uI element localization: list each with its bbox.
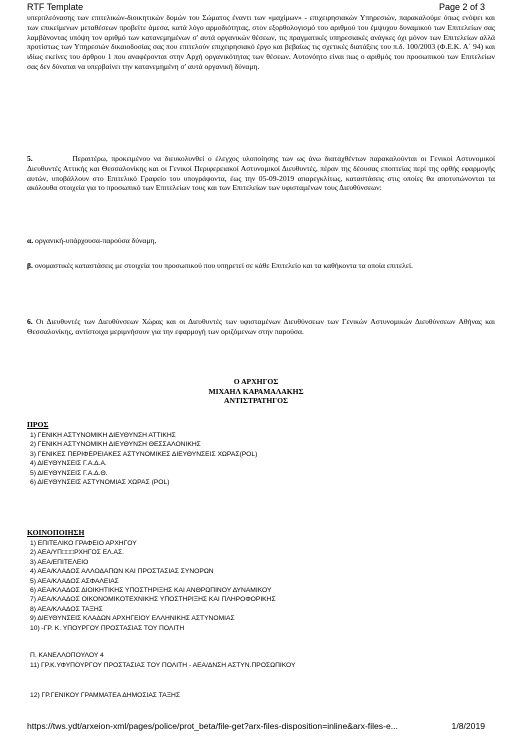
- list-item: 2) ΓΕΝΙΚΗ ΑΣΤΥΝΟΜΙΚΗ ΔΙΕΥΘΥΝΣΗ ΘΕΣΣΑΛΟΝΙΚΗΣ: [30, 441, 201, 449]
- list-item: 4) ΑΕΑ/ΚΛΑΔΟΣ ΑΛΛΟΔΑΠΩΝ ΚΑΙ ΠΡΟΣΤΑΣΙΑΣ ΣΥΝΟΡΩΝ: [30, 568, 214, 576]
- pros-list: [30, 431, 257, 487]
- item-b-label: β.: [27, 261, 33, 270]
- page-footer: [27, 721, 485, 733]
- list-item: 10) -ΓΡ. Κ. ΥΠΟΥΡΓΟΥ ΠΡΟΣΤΑΣΙΑΣ ΤΟΥ ΠΟΛΙΤΗ: [30, 624, 185, 632]
- list-item: 4) ΔΙΕΥΘΥΝΣΕΙΣ Γ.Α.Δ.Α.: [30, 460, 107, 468]
- list-item: 12) ΓΡ.ΓΕΝΙΚΟΥ ΓΡΑΜΜΑΤΕΑ ΔΗΜΟΣΙΑΣ ΤΑΞΗΣ: [30, 692, 181, 699]
- list-item: 6) ΑΕΑ/ΚΛΑΔΟΣ ΔΙΟΙΚΗΤΙΚΗΣ ΥΠΟΣΤΗΡΙΞΗΣ ΚΑΙ ΑΝΘΡΩΠΙΝΟΥ ΔΥΝΑΜΙΚΟΥ: [30, 587, 272, 595]
- signature-role: Ο ΑΡΧΗΓΟΣ: [233, 377, 279, 386]
- item-a-label: α.: [27, 236, 34, 245]
- item-b-text: ονομαστικές καταστάσεις με στοιχεία του προσωπικού που υπηρετεί σε κάθε Επιτελείο και τα καθήκοντα τα οποία επιτελεί.: [34, 261, 413, 270]
- paragraph-6: [27, 317, 495, 337]
- paragraph-5: [27, 154, 495, 193]
- list-item: 8) ΑΕΑ/ΚΛΑΔΟΣ ΤΑΞΗΣ: [30, 605, 103, 613]
- item-b: [27, 261, 495, 271]
- list-item: 11) ΓΡ.Κ.ΥΦΥΠΟΥΡΓΟΥ ΠΡΟΣΤΑΣΙΑΣ ΤΟΥ ΠΟΛΙΤΗ - ΑΕΑ/ΔΝΣΗ ΑΣΤΥΝ.ΠΡΟΣΩΠΙΚΟΥ: [30, 662, 296, 669]
- signature-name: ΜΙΧΑΗΛ ΚΑΡΑΜΑΛΑΚΗΣ: [208, 386, 304, 396]
- paragraph-6-number: 6.: [27, 317, 33, 326]
- item-a: [27, 236, 495, 246]
- paragraph-5-number: 5.: [27, 154, 33, 163]
- list-item: 3) ΑΕΑ/ΕΠΙΤΕΛΕΙΟ: [30, 558, 89, 566]
- page-number: Page 2 of 3: [438, 2, 485, 12]
- list-item: 5) ΔΙΕΥΘΥΝΣΕΙΣ Γ.Α.Δ.Θ.: [30, 469, 108, 477]
- item-a-text: οργανική-υπάρχουσα-παρούσα δύναμη,: [35, 236, 157, 245]
- list-item: 2) ΑΕΑ/ΥΠ□□□ΡΧΗΓΟΣ ΕΛ.ΑΣ.: [30, 549, 124, 557]
- list-item: 6) ΔΙΕΥΘΥΝΣΕΙΣ ΑΣΤΥΝΟΜΙΑΣ ΧΩΡΑΣ (POL): [30, 479, 170, 487]
- page-header: [27, 0, 485, 14]
- paragraph-6-text: Οι Διευθυντές των Διευθύνσεων Χώρας και οι Διευθυντές των υφισταμένων Διευθύνσεων των Γενικών Αστυνομικών Διευθύνσεων Αθήνας και Θεσσαλονίκης, αντίστοιχα μεριμνήσουν για την εφαρμογή των οριζόμενων στην παρούσα.: [27, 317, 495, 336]
- list-item: 1) ΓΕΝΙΚΗ ΑΣΤΥΝΟΜΙΚΗ ΔΙΕΥΘΥΝΣΗ ΑΤΤΙΚΗΣ: [30, 432, 176, 439]
- koinopoiisi-list: [30, 539, 276, 633]
- list-item: 9) ΔΙΕΥΘΥΝΣΕΙΣ ΚΛΑΔΩΝ ΑΡΧΗΓΕΙΟΥ ΕΛΛΗΝΙΚΗΣ ΑΣΤΥΝΟΜΙΑΣ: [30, 615, 235, 623]
- footer-date: 1/8/2019: [451, 721, 485, 731]
- signature-rank: ΑΝΤΙΣΤΡΑΤΗΓΟΣ: [224, 396, 288, 406]
- signature-block: [0, 377, 512, 406]
- list-item: 3) ΓΕΝΙΚΕΣ ΠΕΡΙΦΕΡΕΙΑΚΕΣ ΑΣΤΥΝΟΜΙΚΕΣ ΔΙΕΥΘΥΝΣΕΙΣ ΧΩΡΑΣ(POL): [30, 450, 258, 458]
- paragraph-continuation: υπερπλεόνασης των επιτελικών-διοικητικών δομών του Σώματος έναντι των «μαχίμων» - επιχειρησιακών Υπηρεσιών, παρακαλούμε όπως ενόψει και των επικείμενων μεταθέσεων προβείτε άμεσα, κατά λόγο αρμοδιότητας, στον εξορθολογισμό του αριθμού του έμψυχου δυναμικού των Επιτελείων σας λαμβάνοντας υπόψη τον αριθμό των κατανεμημένων σ' αυτά οργανικών θέσεων, τις πραγματικές υπηρεσιακές ανάγκες όχι μόνον των Επιτελείων αλλά προτίστως των Υπηρεσιών δικαιοδοσίας σας που επιτελούν επιχειρησιακό έργο και βεβαίως τις σχετικές διατάξεις του π.δ. 100/2003 (Φ.Ε.Κ. Α΄ 94) και ιδίως εκείνες του άρθρου 1 που αναφέρονται στην Αρχή οργανικότητας των θέσεων. Αυτονόητο είναι πως ο αριθμός του προσωπικού των Επιτελείων σας δεν δύναται να υπερβαίνει την κατανεμημένη σ' αυτά οργανική δύναμη.: [27, 13, 495, 71]
- list-item: 5) ΑΕΑ/ΚΛΑΔΟΣ ΑΣΦΑΛΕΙΑΣ: [30, 577, 119, 585]
- address-line: Π. ΚΑΝΕΛΛΟΠΟΥΛΟΥ 4: [30, 652, 104, 659]
- header-title: RTF Template: [27, 2, 84, 12]
- list-item: 7) ΑΕΑ/ΚΛΑΔΟΣ ΟΙΚΟΝΟΜΙΚΟΤΕΧΝΙΚΗΣ ΥΠΟΣΤΗΡΙΞΗΣ ΚΑΙ ΠΛΗΡΟΦΟΡΙΚΗΣ: [30, 596, 276, 604]
- list-item: 1) ΕΠΙΤΕΛΙΚΟ ΓΡΑΦΕΙΟ ΑΡΧΗΓΟΥ: [30, 540, 137, 547]
- paragraph-5-text: Περαιτέρω, προκειμένου να διευκολυνθεί ο έλεγχος υλοποίησης των ως άνω διαταχθέντων παρακαλούνται οι Γενικοί Αστυνομικοί Διευθυντές Αττικής και Θεσσαλονίκης και οι Γενικοί Περιφερειακοί Αστυνομικοί Διευθυντές, πέραν της δέουσας εποπτείας περί της ορθής εφαρμογής αυτών, υποβάλλουν στο Επιτελικό Γραφείο του υπογράφοντα, έως την 05-09-2019 απαρεγκλίτως, καταστάσεις στις οποίες θα αποτυπώνονται τα ακόλουθα στοιχεία για το προσωπικό των Επιτελείων τους και των Επιτελείων των υφισταμένων τους Διευθύνσεων:: [27, 154, 495, 193]
- pros-title: ΠΡΟΣ: [27, 420, 49, 429]
- footer-url[interactable]: https://tws.ydt/arxeion-xml/pages/police/prot_beta/file-get?arx-files-disposition=inline&arx-files-e...: [27, 721, 398, 731]
- koinopoiisi-title: ΚΟΙΝΟΠΟΙΗΣΗ: [27, 528, 85, 537]
